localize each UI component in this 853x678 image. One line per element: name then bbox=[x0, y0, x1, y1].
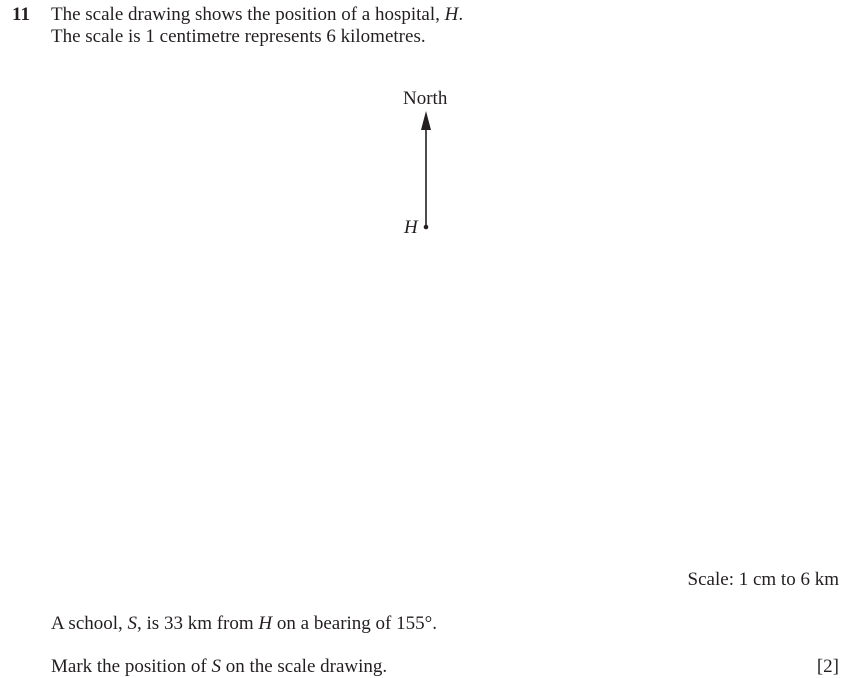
marks-allocation: [2] bbox=[816, 656, 839, 677]
scale-note: Scale: 1 cm to 6 km bbox=[687, 569, 839, 590]
hospital-point-label: H bbox=[404, 217, 418, 238]
school-statement: A school, S, is 33 km from H on a bearing of 155°. bbox=[51, 613, 437, 634]
north-arrow-head bbox=[421, 111, 431, 130]
question-number: 11 bbox=[12, 4, 30, 25]
north-label: North bbox=[403, 88, 448, 109]
hospital-variable: H bbox=[444, 4, 459, 25]
task-instruction: Mark the position of S on the scale drawing. bbox=[51, 656, 388, 677]
question-intro-line-1: The scale drawing shows the position of a hospital, H. bbox=[51, 4, 464, 25]
question-intro-line-2: The scale is 1 centimetre represents 6 kilometres. bbox=[51, 26, 426, 47]
hospital-point bbox=[424, 225, 429, 230]
